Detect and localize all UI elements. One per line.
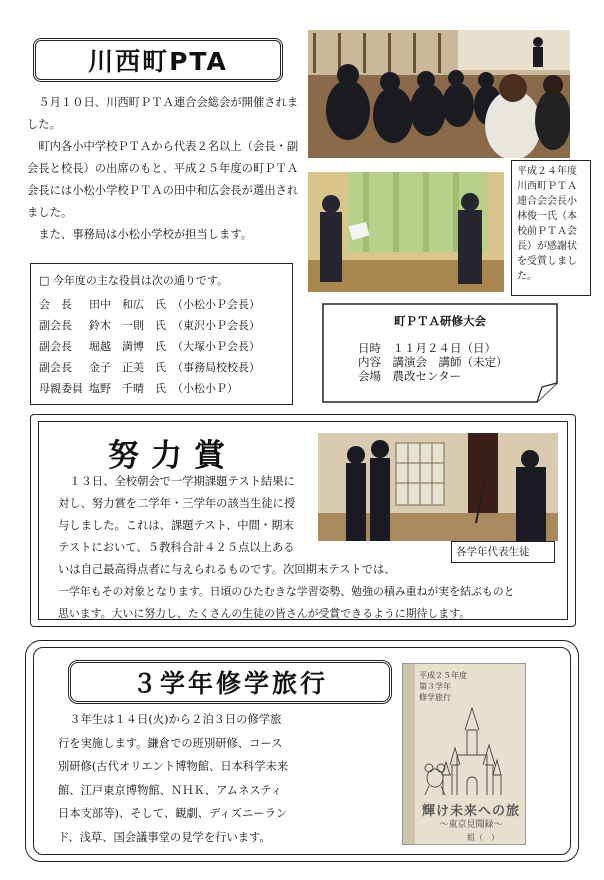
booklet-header [419,670,467,703]
school-trip-article [58,708,310,849]
officer-name: 塩野 千晴 氏 [89,381,166,395]
officers-heading [39,272,292,293]
pta-paragraph-1: ５月１０日、川西町ＰＴＡ連合会総会が開催されました。 [27,96,299,131]
effort-award-line: 思います。大いに努力し、たくさんの生徒の皆さんが受賞できるように期待します。 [58,607,471,620]
castle-icon [417,700,523,800]
school-trip-line: 行を実施します。鎌倉での班別研修、コース [58,736,283,750]
effort-award-line: 対し、努力賞を二学年・三学年の該当生徒に授 [58,497,296,510]
pta-title: 川西町PTA [33,38,283,82]
officer-name: 堀越 満博 氏 [89,339,166,353]
school-trip-line: 別研修(古代オリエント博物館、日本科学未来 [58,760,289,773]
officer-note: （小松小Ｐ会長） [172,297,260,311]
booklet-line: 平成２５年度 [419,671,467,680]
officer-note: （東沢小Ｐ会長） [172,318,260,332]
training-row [358,369,508,383]
pta-article [27,92,299,246]
booklet-line: 第３学年 [419,682,451,691]
school-trip-title: ３学年修学旅行 [68,660,392,704]
training-row [358,341,508,355]
training-notice [322,303,558,403]
training-title: 町ＰＴＡ研修大会 [394,314,486,328]
pta-paragraph-2: 町内各小中学校ＰＴＡから代表２名以上（会長・副会長と校長）の出席のもと、平成２５年度の町ＰＴＡ会長には小松小学校ＰＴＡの田中和広会長が選出されました。 [27,140,299,219]
effort-award-photo-caption: 各学年代表生徒 [451,541,555,563]
officer-name: 鈴木 一則 氏 [89,318,166,332]
officer-row [39,356,266,377]
award-photo-caption: 平成２４年度川西町ＰＴＡ連合会会長小林俊一氏（本校前ＰＴＡ会長）が感謝状を受賞しました。 [511,160,591,296]
training-details [358,341,508,383]
effort-award-line: 一学年もその対象となります。日頃のひたむきな学習姿勢、勉強の積み重ねが実を結ぶものと [58,585,515,598]
officer-row [39,335,266,356]
officer-row [39,314,266,335]
school-trip-line: 館、江戸東京博物館、ＮＨＫ、アムネスティ [58,783,283,797]
training-value: １１月２４日（日） [392,341,496,355]
officer-row [39,293,266,314]
officer-name: 田中 和広 氏 [89,297,166,311]
training-value: 農改センター [392,369,462,383]
booklet-class-label: 組（ ） [467,833,499,842]
officers-table [39,293,266,398]
officer-role: 会 長 [39,297,72,311]
school-trip-line: ３年生は１４日(火)から２泊３日の修学旅 [69,713,282,726]
booklet-line: 修学旅行 [419,693,451,702]
trip-booklet [402,663,526,845]
training-label: 会場 [358,369,381,383]
officer-name: 金子 正美 氏 [89,360,166,374]
effort-award-line: いは自己最高得点者に与えられるものです。次回期末テストでは、 [58,563,396,576]
officer-role: 副会長 [39,318,72,332]
effort-award-article [58,471,538,625]
officers-box [30,263,293,405]
effort-award-line: テストにおいて、５教科合計４２５点以上ある [58,541,295,554]
booklet-sub: 〜東京見聞録〜 [439,820,503,830]
effort-award-title: 努力賞 [108,438,237,474]
officer-note: （事務局校校長） [172,360,260,374]
officer-role: 母親委員 [39,381,83,395]
school-trip-line: 日本支部等)、そして、観劇、ディズニーラン [58,807,288,820]
training-label: 日時 [358,341,381,355]
officers-heading-text: 今年度の主な役員は次の通りです。 [52,274,229,287]
officer-role: 副会長 [39,360,72,374]
award-photo [308,172,504,292]
checkbox-icon: □ [39,274,50,287]
effort-award-line: １３日、全校朝会で一学期課題テスト結果に [69,475,295,488]
officer-note: （大塚小Ｐ会長） [172,339,260,353]
training-value: 講演会 講師（未定） [392,355,508,369]
school-trip-line: ド、浅草、国会議事堂の見学を行います。 [58,830,271,844]
training-label: 内容 [358,355,381,369]
officer-note: （小松小Ｐ） [172,381,238,395]
booklet-slogan: 輝け未来への旅 [421,804,520,819]
pta-paragraph-3: また、事務局は小松小学校が担当します。 [38,228,253,241]
booklet-binding [403,664,415,845]
officer-row [39,377,266,398]
training-row [358,355,508,369]
effort-award-line: 与しました。これは、課題テスト、中間・期末 [58,519,294,532]
meeting-photo [308,30,570,158]
officer-role: 副会長 [39,339,72,353]
